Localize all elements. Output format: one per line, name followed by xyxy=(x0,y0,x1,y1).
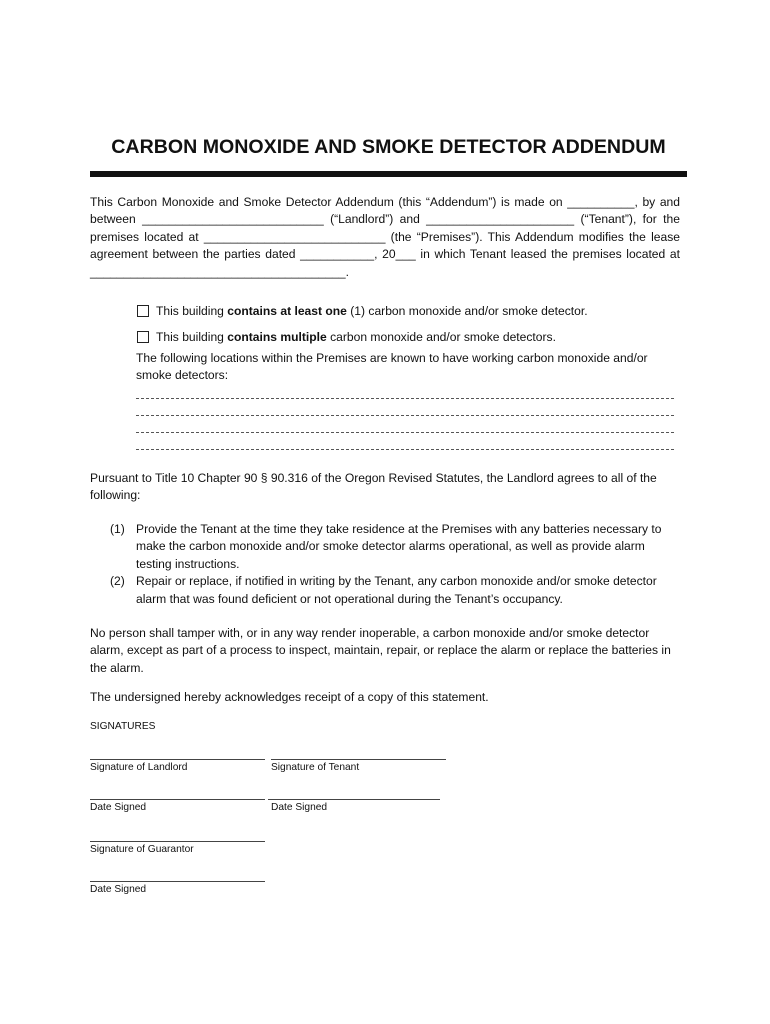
landlord-date-line[interactable] xyxy=(90,799,265,800)
tenant-signature-line[interactable] xyxy=(271,759,446,760)
list-item xyxy=(110,573,680,608)
landlord-signature-label: Signature of Landlord xyxy=(90,762,188,773)
tamper-paragraph: No person shall tamper with, or in any way render inoperable, a carbon monoxide and/or smoke detector alarm, except as part of a process to inspect, maintain, repair, or replace the alarm or replace the batteries in the alarm. xyxy=(90,626,671,675)
checkbox-multiple[interactable] xyxy=(137,331,149,343)
guarantor-signature-label: Signature of Guarantor xyxy=(90,844,194,855)
guarantor-signature-line[interactable] xyxy=(90,841,265,842)
locations-blank-line[interactable] xyxy=(136,432,674,433)
option-at-least-one-label: This building contains at least one (1) carbon monoxide and/or smoke detector. xyxy=(156,304,588,318)
tenant-date-line[interactable] xyxy=(268,799,440,800)
option-multiple[interactable] xyxy=(137,329,697,345)
locations-blank-line[interactable] xyxy=(136,449,674,450)
list-item-number: (2) xyxy=(110,574,125,589)
tenant-signature-label: Signature of Tenant xyxy=(271,762,360,773)
tenant-date-label: Date Signed xyxy=(271,802,328,813)
option-multiple-label: This building contains multiple carbon monoxide and/or smoke detectors. xyxy=(156,330,556,344)
title-underline xyxy=(90,171,687,177)
list-item-number: (1) xyxy=(110,522,125,536)
obligations-list xyxy=(110,521,680,608)
document-title: CARBON MONOXIDE AND SMOKE DETECTOR ADDENDUM xyxy=(111,136,666,158)
acknowledge-paragraph: The undersigned hereby acknowledges receipt of a copy of this statement. xyxy=(90,690,489,704)
list-item-text: Provide the Tenant at the time they take residence at the Premises with any batteries necessary to make the carbon monoxide and/or smoke detector alarms operational, as well as provide alarm testing instructions. xyxy=(136,522,662,571)
locations-text: The following locations within the Premises are known to have working carbon monoxide and/or smoke detectors: xyxy=(136,351,648,383)
landlord-signature-line[interactable] xyxy=(90,759,265,760)
guarantor-date-line[interactable] xyxy=(90,881,265,882)
intro-paragraph[interactable]: This Carbon Monoxide and Smoke Detector Addendum (this “Addendum”) is made on __________, by and between ___________________________ (“Landlord”) and ______________________ (“Tenant”), for the premises located at ___________________________ (the “Premises”). This Addendum modifies the lease agreement between the parties dated ___________, 20___ in which Tenant leased the premises located at ______________________________________. xyxy=(90,195,680,279)
locations-blank-line[interactable] xyxy=(136,415,674,416)
option-at-least-one[interactable] xyxy=(137,303,697,319)
list-item-text: Repair or replace, if notified in writing by the Tenant, any carbon monoxide and/or smoke detector alarm that was found deficient or not operational during the Tenant’s occupancy. xyxy=(136,574,657,606)
pursuant-paragraph: Pursuant to Title 10 Chapter 90 § 90.316 of the Oregon Revised Statutes, the Landlord agrees to all of the following: xyxy=(90,471,657,503)
signatures-heading: SIGNATURES xyxy=(90,721,156,732)
list-item xyxy=(110,521,680,573)
locations-blank-line[interactable] xyxy=(136,398,674,399)
checkbox-at-least-one[interactable] xyxy=(137,305,149,317)
landlord-date-label: Date Signed xyxy=(90,802,147,813)
guarantor-date-label: Date Signed xyxy=(90,884,147,895)
